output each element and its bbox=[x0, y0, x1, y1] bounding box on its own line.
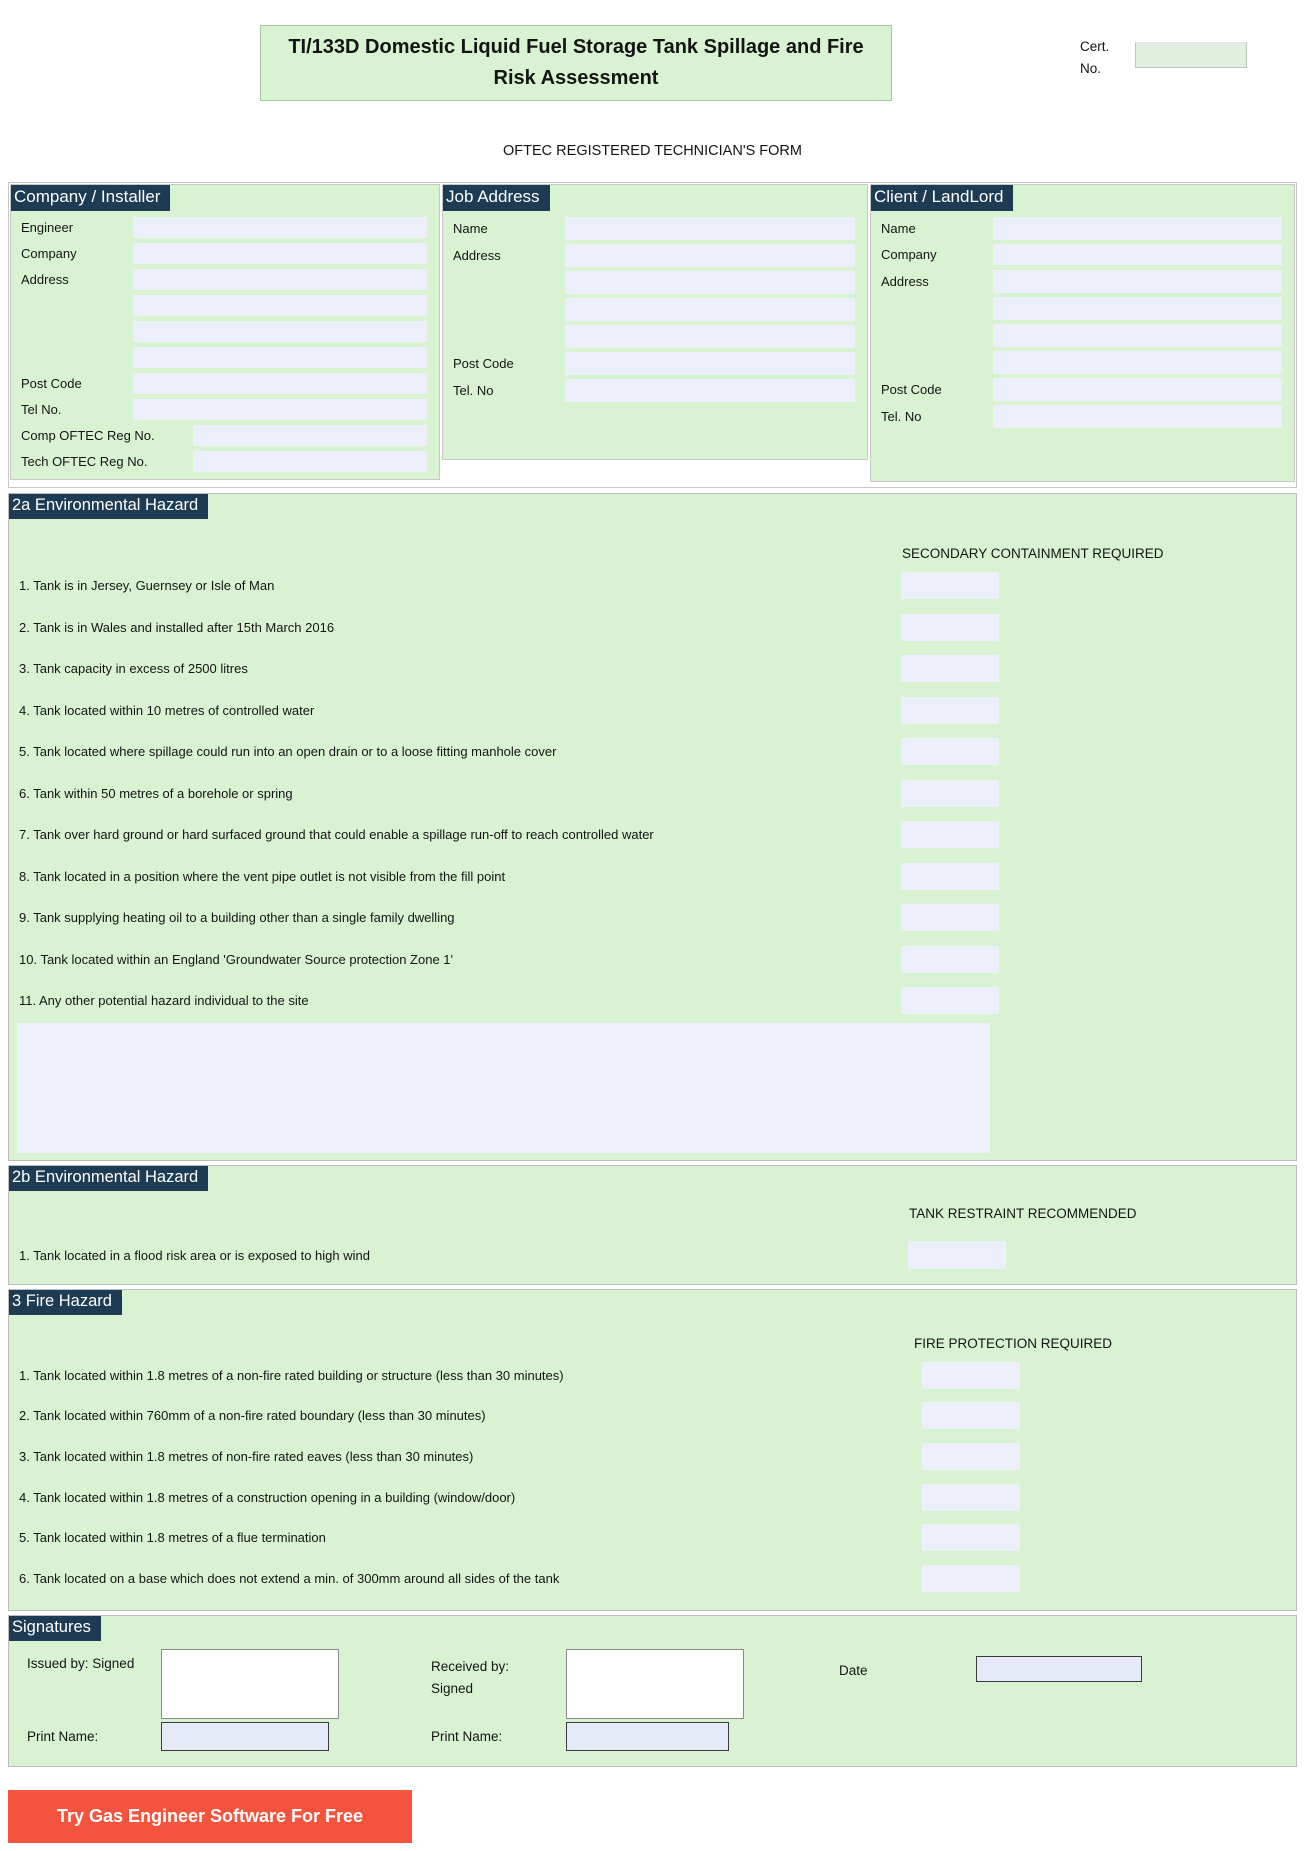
secondary-containment-input-1[interactable] bbox=[901, 572, 999, 599]
hazard-item-text: 4. Tank located within 10 metres of controlled water bbox=[19, 702, 315, 718]
secondary-containment-input-3[interactable] bbox=[901, 655, 999, 682]
tech-oftec-row bbox=[21, 451, 427, 472]
print-name-label-issued: Print Name: bbox=[27, 1729, 99, 1744]
comp-oftec-reg-input[interactable] bbox=[193, 425, 427, 446]
secondary-containment-input-10[interactable] bbox=[901, 946, 999, 973]
post-code-row bbox=[21, 373, 427, 394]
section-3-title: 3 Fire Hazard bbox=[9, 1290, 122, 1315]
company-row bbox=[881, 244, 1282, 265]
section-2b-title: 2b Environmental Hazard bbox=[9, 1166, 208, 1191]
client-post-code-input[interactable] bbox=[993, 378, 1282, 401]
date-label: Date bbox=[839, 1663, 868, 1678]
hazard-row bbox=[9, 731, 1296, 773]
address-label: Address bbox=[21, 272, 69, 287]
cert-no-label bbox=[1080, 36, 1109, 81]
hazard-item-text: 11. Any other potential hazard individual to the site bbox=[19, 993, 309, 1009]
secondary-containment-input-9[interactable] bbox=[901, 904, 999, 931]
hazard-row bbox=[9, 1355, 1296, 1396]
address-row bbox=[881, 324, 1282, 347]
post-code-row bbox=[453, 352, 855, 375]
hazard-row bbox=[9, 856, 1296, 898]
client-company-input[interactable] bbox=[993, 244, 1282, 265]
section-title-row bbox=[9, 1616, 1296, 1641]
hazard-item-text: 1. Tank located within 1.8 metres of a non-fire rated building or structure (less than 30 minutes) bbox=[19, 1367, 564, 1383]
hazard-row bbox=[9, 980, 1296, 1022]
job-address-line4-input[interactable] bbox=[565, 325, 855, 348]
received-signature-box[interactable] bbox=[566, 1649, 744, 1719]
company-address-line3-input[interactable] bbox=[133, 321, 427, 342]
client-tel-input[interactable] bbox=[993, 405, 1282, 428]
received-by-label bbox=[431, 1656, 509, 1699]
post-code-label: Post Code bbox=[21, 376, 82, 391]
comp-oftec-row bbox=[21, 425, 427, 446]
hazard-row bbox=[9, 773, 1296, 815]
company-address-line2-input[interactable] bbox=[133, 295, 427, 316]
address-row bbox=[21, 295, 427, 316]
tel-label: Tel. No bbox=[881, 409, 922, 424]
received-by-line1: Received by: bbox=[431, 1659, 510, 1674]
contact-panels bbox=[8, 182, 1297, 488]
tank-restraint-header: TANK RESTRAINT RECOMMENDED bbox=[909, 1206, 1137, 1221]
job-address-line2-input[interactable] bbox=[565, 271, 855, 294]
cert-label-line1: Cert. bbox=[1080, 39, 1110, 54]
hazard-item-text: 5. Tank located within 1.8 metres of a flue termination bbox=[19, 1530, 326, 1546]
secondary-containment-input-7[interactable] bbox=[901, 821, 999, 848]
fire-protection-input-4[interactable] bbox=[922, 1484, 1020, 1511]
address-row bbox=[881, 351, 1282, 374]
address-row bbox=[21, 321, 427, 342]
job-post-code-input[interactable] bbox=[565, 352, 855, 375]
panel-title-row bbox=[871, 185, 1294, 211]
hazard-item-text: 3. Tank located within 1.8 metres of non-fire rated eaves (less than 30 minutes) bbox=[19, 1448, 474, 1464]
hazard-item-text: 10. Tank located within an England 'Groundwater Source protection Zone 1' bbox=[19, 951, 453, 967]
fire-protection-input-1[interactable] bbox=[922, 1362, 1020, 1389]
address-row bbox=[21, 347, 427, 368]
cert-no-input[interactable] bbox=[1135, 42, 1247, 68]
secondary-containment-input-6[interactable] bbox=[901, 780, 999, 807]
name-label: Name bbox=[881, 221, 916, 236]
post-code-label: Post Code bbox=[453, 356, 514, 371]
fire-protection-input-3[interactable] bbox=[922, 1443, 1020, 1470]
comp-oftec-label: Comp OFTEC Reg No. bbox=[21, 428, 155, 443]
post-code-row bbox=[881, 378, 1282, 401]
client-address-line3-input[interactable] bbox=[993, 324, 1282, 347]
name-label: Name bbox=[453, 221, 488, 236]
company-label: Company bbox=[881, 247, 937, 262]
tel-label: Tel No. bbox=[21, 402, 62, 417]
section-title-row bbox=[9, 1166, 1296, 1191]
tel-row bbox=[453, 379, 855, 402]
hazard-row bbox=[9, 565, 1296, 607]
cert-label-line2: No. bbox=[1080, 61, 1102, 77]
issued-by-label: Issued by: Signed bbox=[27, 1656, 135, 1671]
tel-label: Tel. No bbox=[453, 383, 494, 398]
hazard-item-text: 5. Tank located where spillage could run into an open drain or to a loose fitting manhole cover bbox=[19, 744, 557, 760]
company-tel-input[interactable] bbox=[133, 399, 427, 420]
fire-protection-input-6[interactable] bbox=[922, 1565, 1020, 1592]
job-address-line1-input[interactable] bbox=[565, 244, 855, 267]
tech-oftec-label: Tech OFTEC Reg No. bbox=[21, 454, 148, 469]
address-label: Address bbox=[453, 248, 501, 263]
signatures-section bbox=[8, 1615, 1297, 1767]
fire-protection-input-5[interactable] bbox=[922, 1524, 1020, 1551]
company-installer-panel bbox=[10, 184, 440, 480]
job-tel-input[interactable] bbox=[565, 379, 855, 402]
try-software-cta-button[interactable]: Try Gas Engineer Software For Free bbox=[8, 1790, 412, 1843]
engineer-label: Engineer bbox=[21, 220, 74, 235]
engineer-row bbox=[21, 217, 427, 238]
tank-restraint-input-1[interactable] bbox=[908, 1241, 1006, 1269]
hazard-row bbox=[9, 1517, 1296, 1558]
job-address-line3-input[interactable] bbox=[565, 298, 855, 321]
hazard-row bbox=[9, 607, 1296, 649]
company-installer-title: Company / Installer bbox=[11, 185, 170, 211]
post-code-label: Post Code bbox=[881, 382, 942, 397]
hazard-row bbox=[9, 690, 1296, 732]
fire-protection-input-2[interactable] bbox=[922, 1402, 1020, 1429]
client-address-line2-input[interactable] bbox=[993, 297, 1282, 320]
form-subtitle: OFTEC REGISTERED TECHNICIAN'S FORM bbox=[503, 143, 802, 159]
client-landlord-title: Client / LandLord bbox=[871, 185, 1013, 211]
panel-title-row bbox=[11, 185, 439, 211]
job-address-panel bbox=[442, 184, 868, 460]
fire-protection-header: FIRE PROTECTION REQUIRED bbox=[914, 1336, 1113, 1351]
client-name-input[interactable] bbox=[993, 217, 1282, 240]
address-label: Address bbox=[881, 274, 929, 289]
hazard-row bbox=[9, 1237, 1296, 1273]
engineer-input[interactable] bbox=[133, 217, 427, 238]
address-row bbox=[453, 325, 855, 348]
tel-row bbox=[21, 399, 427, 420]
secondary-containment-input-2[interactable] bbox=[901, 614, 999, 641]
received-by-line2: Signed bbox=[431, 1680, 474, 1696]
address-row bbox=[21, 269, 427, 290]
date-input[interactable] bbox=[976, 1656, 1142, 1682]
secondary-containment-input-11[interactable] bbox=[901, 987, 999, 1014]
address-row bbox=[881, 270, 1282, 293]
issued-signature-box[interactable] bbox=[161, 1649, 339, 1719]
company-address-line1-input[interactable] bbox=[133, 269, 427, 290]
company-address-line4-input[interactable] bbox=[133, 347, 427, 368]
hazard-item-text: 6. Tank located on a base which does not extend a min. of 300mm around all sides of the tank bbox=[19, 1570, 560, 1586]
signatures-title: Signatures bbox=[9, 1616, 101, 1641]
section-title-row bbox=[9, 494, 1296, 519]
hazard-row bbox=[9, 939, 1296, 981]
company-label: Company bbox=[21, 246, 77, 261]
print-name-label-received: Print Name: bbox=[431, 1729, 503, 1744]
section-3-fire-hazard bbox=[8, 1289, 1297, 1611]
company-input[interactable] bbox=[133, 243, 427, 264]
hazard-2a-rows bbox=[9, 565, 1296, 1022]
job-name-input[interactable] bbox=[565, 217, 855, 240]
tel-row bbox=[881, 405, 1282, 428]
hazard-item-text: 2. Tank located within 760mm of a non-fire rated boundary (less than 30 minutes) bbox=[19, 1408, 486, 1424]
hazard-row bbox=[9, 1558, 1296, 1599]
hazard-row bbox=[9, 1396, 1296, 1437]
secondary-containment-input-8[interactable] bbox=[901, 863, 999, 890]
hazard-item-text: 7. Tank over hard ground or hard surfaced ground that could enable a spillage run-off to reach controlled water bbox=[19, 827, 654, 843]
address-row bbox=[453, 244, 855, 267]
section-title-row bbox=[9, 1290, 1296, 1315]
hazard-row bbox=[9, 1436, 1296, 1477]
client-landlord-panel bbox=[870, 184, 1295, 482]
hazard-item-text: 2. Tank is in Wales and installed after 15th March 2016 bbox=[19, 619, 335, 635]
hazard-item-text: 1. Tank located in a flood risk area or is exposed to high wind bbox=[19, 1247, 370, 1263]
hazard-row bbox=[9, 1477, 1296, 1518]
fire-hazard-rows bbox=[9, 1355, 1296, 1599]
company-post-code-input[interactable] bbox=[133, 373, 427, 394]
secondary-containment-input-5[interactable] bbox=[901, 738, 999, 765]
other-hazard-notes-textarea[interactable] bbox=[17, 1023, 990, 1153]
hazard-item-text: 9. Tank supplying heating oil to a building other than a single family dwelling bbox=[19, 910, 455, 926]
address-row bbox=[881, 297, 1282, 320]
name-row bbox=[453, 217, 855, 240]
hazard-item-text: 1. Tank is in Jersey, Guernsey or Isle of Man bbox=[19, 578, 275, 594]
print-name-input-issued[interactable] bbox=[161, 1722, 329, 1751]
hazard-row bbox=[9, 897, 1296, 939]
job-address-title: Job Address bbox=[443, 185, 550, 211]
hazard-item-text: 4. Tank located within 1.8 metres of a construction opening in a building (window/door) bbox=[19, 1489, 516, 1505]
company-row bbox=[21, 243, 427, 264]
address-row bbox=[453, 271, 855, 294]
section-2a-title: 2a Environmental Hazard bbox=[9, 494, 208, 519]
name-row bbox=[881, 217, 1282, 240]
section-2b-environmental-hazard bbox=[8, 1165, 1297, 1285]
client-address-line1-input[interactable] bbox=[993, 270, 1282, 293]
print-name-input-received[interactable] bbox=[566, 1722, 729, 1751]
section-2a-environmental-hazard bbox=[8, 493, 1297, 1161]
hazard-row bbox=[9, 648, 1296, 690]
hazard-item-text: 3. Tank capacity in excess of 2500 litres bbox=[19, 661, 248, 677]
hazard-2b-rows bbox=[9, 1237, 1296, 1273]
tech-oftec-reg-input[interactable] bbox=[193, 451, 427, 472]
hazard-item-text: 8. Tank located in a position where the vent pipe outlet is not visible from the fill point bbox=[19, 868, 506, 884]
secondary-containment-input-4[interactable] bbox=[901, 697, 999, 724]
secondary-containment-header: SECONDARY CONTAINMENT REQUIRED bbox=[902, 546, 1164, 561]
hazard-row bbox=[9, 814, 1296, 856]
client-address-line4-input[interactable] bbox=[993, 351, 1282, 374]
address-row bbox=[453, 298, 855, 321]
form-title: TI/133D Domestic Liquid Fuel Storage Tank Spillage and Fire Risk Assessment bbox=[260, 25, 892, 101]
hazard-item-text: 6. Tank within 50 metres of a borehole or spring bbox=[19, 785, 293, 801]
panel-title-row bbox=[443, 185, 867, 211]
